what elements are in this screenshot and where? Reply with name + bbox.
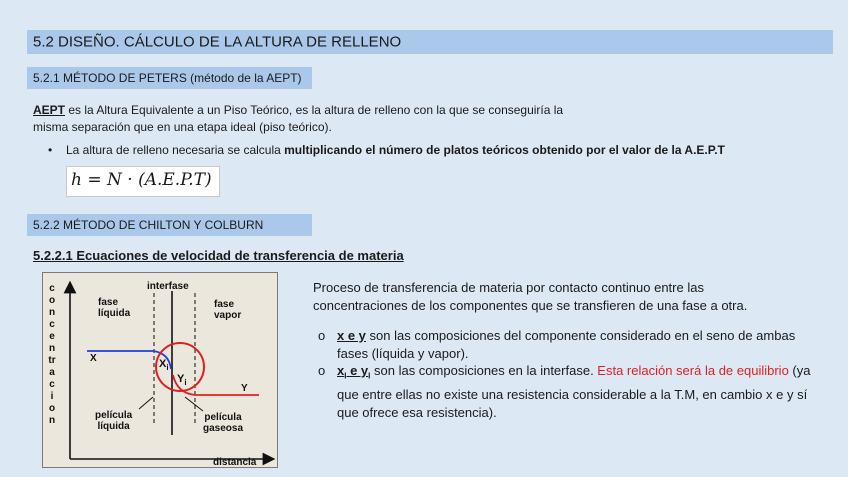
fase-liquida-label: fase líquida xyxy=(98,297,131,319)
bullet-item xyxy=(48,142,725,159)
aept-text-line2: misma separación que en una etapa ideal (piso teórico). xyxy=(33,120,332,134)
liquid-film-pointer xyxy=(139,397,153,409)
bullet-text: La altura de relleno necesaria se calcula xyxy=(66,143,285,157)
interface-diagram xyxy=(42,272,278,468)
equilibrium-note: Esta relación será la de equilibrio xyxy=(597,363,789,378)
bullet-marker: o xyxy=(318,363,326,378)
bullet-bold-text: multiplicando el número de platos teóricos obtenido por el valor de la A.E.P.T xyxy=(284,143,725,157)
formula: h = N · (A.E.P.T) xyxy=(71,170,212,190)
x-axis-label: distancia xyxy=(213,457,257,468)
pelicula-gaseosa-label: película gaseosa xyxy=(203,412,244,434)
xi-label: $X_i$ xyxy=(159,358,169,373)
formula-box xyxy=(66,166,220,197)
gas-film-pointer xyxy=(185,397,203,411)
fase-vapor-label: fase vapor xyxy=(214,299,242,321)
yi-label: $Y_i$ xyxy=(177,373,187,388)
chilton-heading: 5.2.2 MÉTODO DE CHILTON Y COLBURN xyxy=(33,218,264,232)
subsection-heading: 5.2.2.1 Ecuaciones de velocidad de transferencia de materia xyxy=(33,248,404,263)
y-axis-label: concentracion xyxy=(48,283,56,426)
xy-term: x e y xyxy=(337,328,366,343)
chilton-heading-bar xyxy=(27,214,312,236)
bullet-marker: o xyxy=(318,328,326,343)
transfer-description: Proceso de transferencia de materia por contacto continuo entre las concentraciones de los componentes que se transfieren de una fase a otra. xyxy=(313,280,748,313)
x-label: X xyxy=(90,353,97,364)
section-title-bar xyxy=(27,30,833,54)
peters-heading-bar xyxy=(27,67,312,89)
section-title: 5.2 DISEÑO. CÁLCULO DE LA ALTURA DE RELLENO xyxy=(33,33,402,51)
interfase-label: interfase xyxy=(147,281,189,292)
interface-term: $x_I$ e $y_I$ xyxy=(337,363,371,381)
pelicula-liquida-label: película líquida xyxy=(95,410,133,432)
y-label: Y xyxy=(241,383,248,394)
bullet-marker: • xyxy=(48,143,53,157)
peters-heading: 5.2.1 MÉTODO DE PETERS (método de la AEPT) xyxy=(33,71,302,85)
aept-text-line1: es la Altura Equivalente a un Piso Teórico, es la altura de relleno con la que se conseguiría la xyxy=(65,103,564,117)
aept-paragraph xyxy=(33,102,563,136)
aept-term: AEPT xyxy=(33,103,66,117)
